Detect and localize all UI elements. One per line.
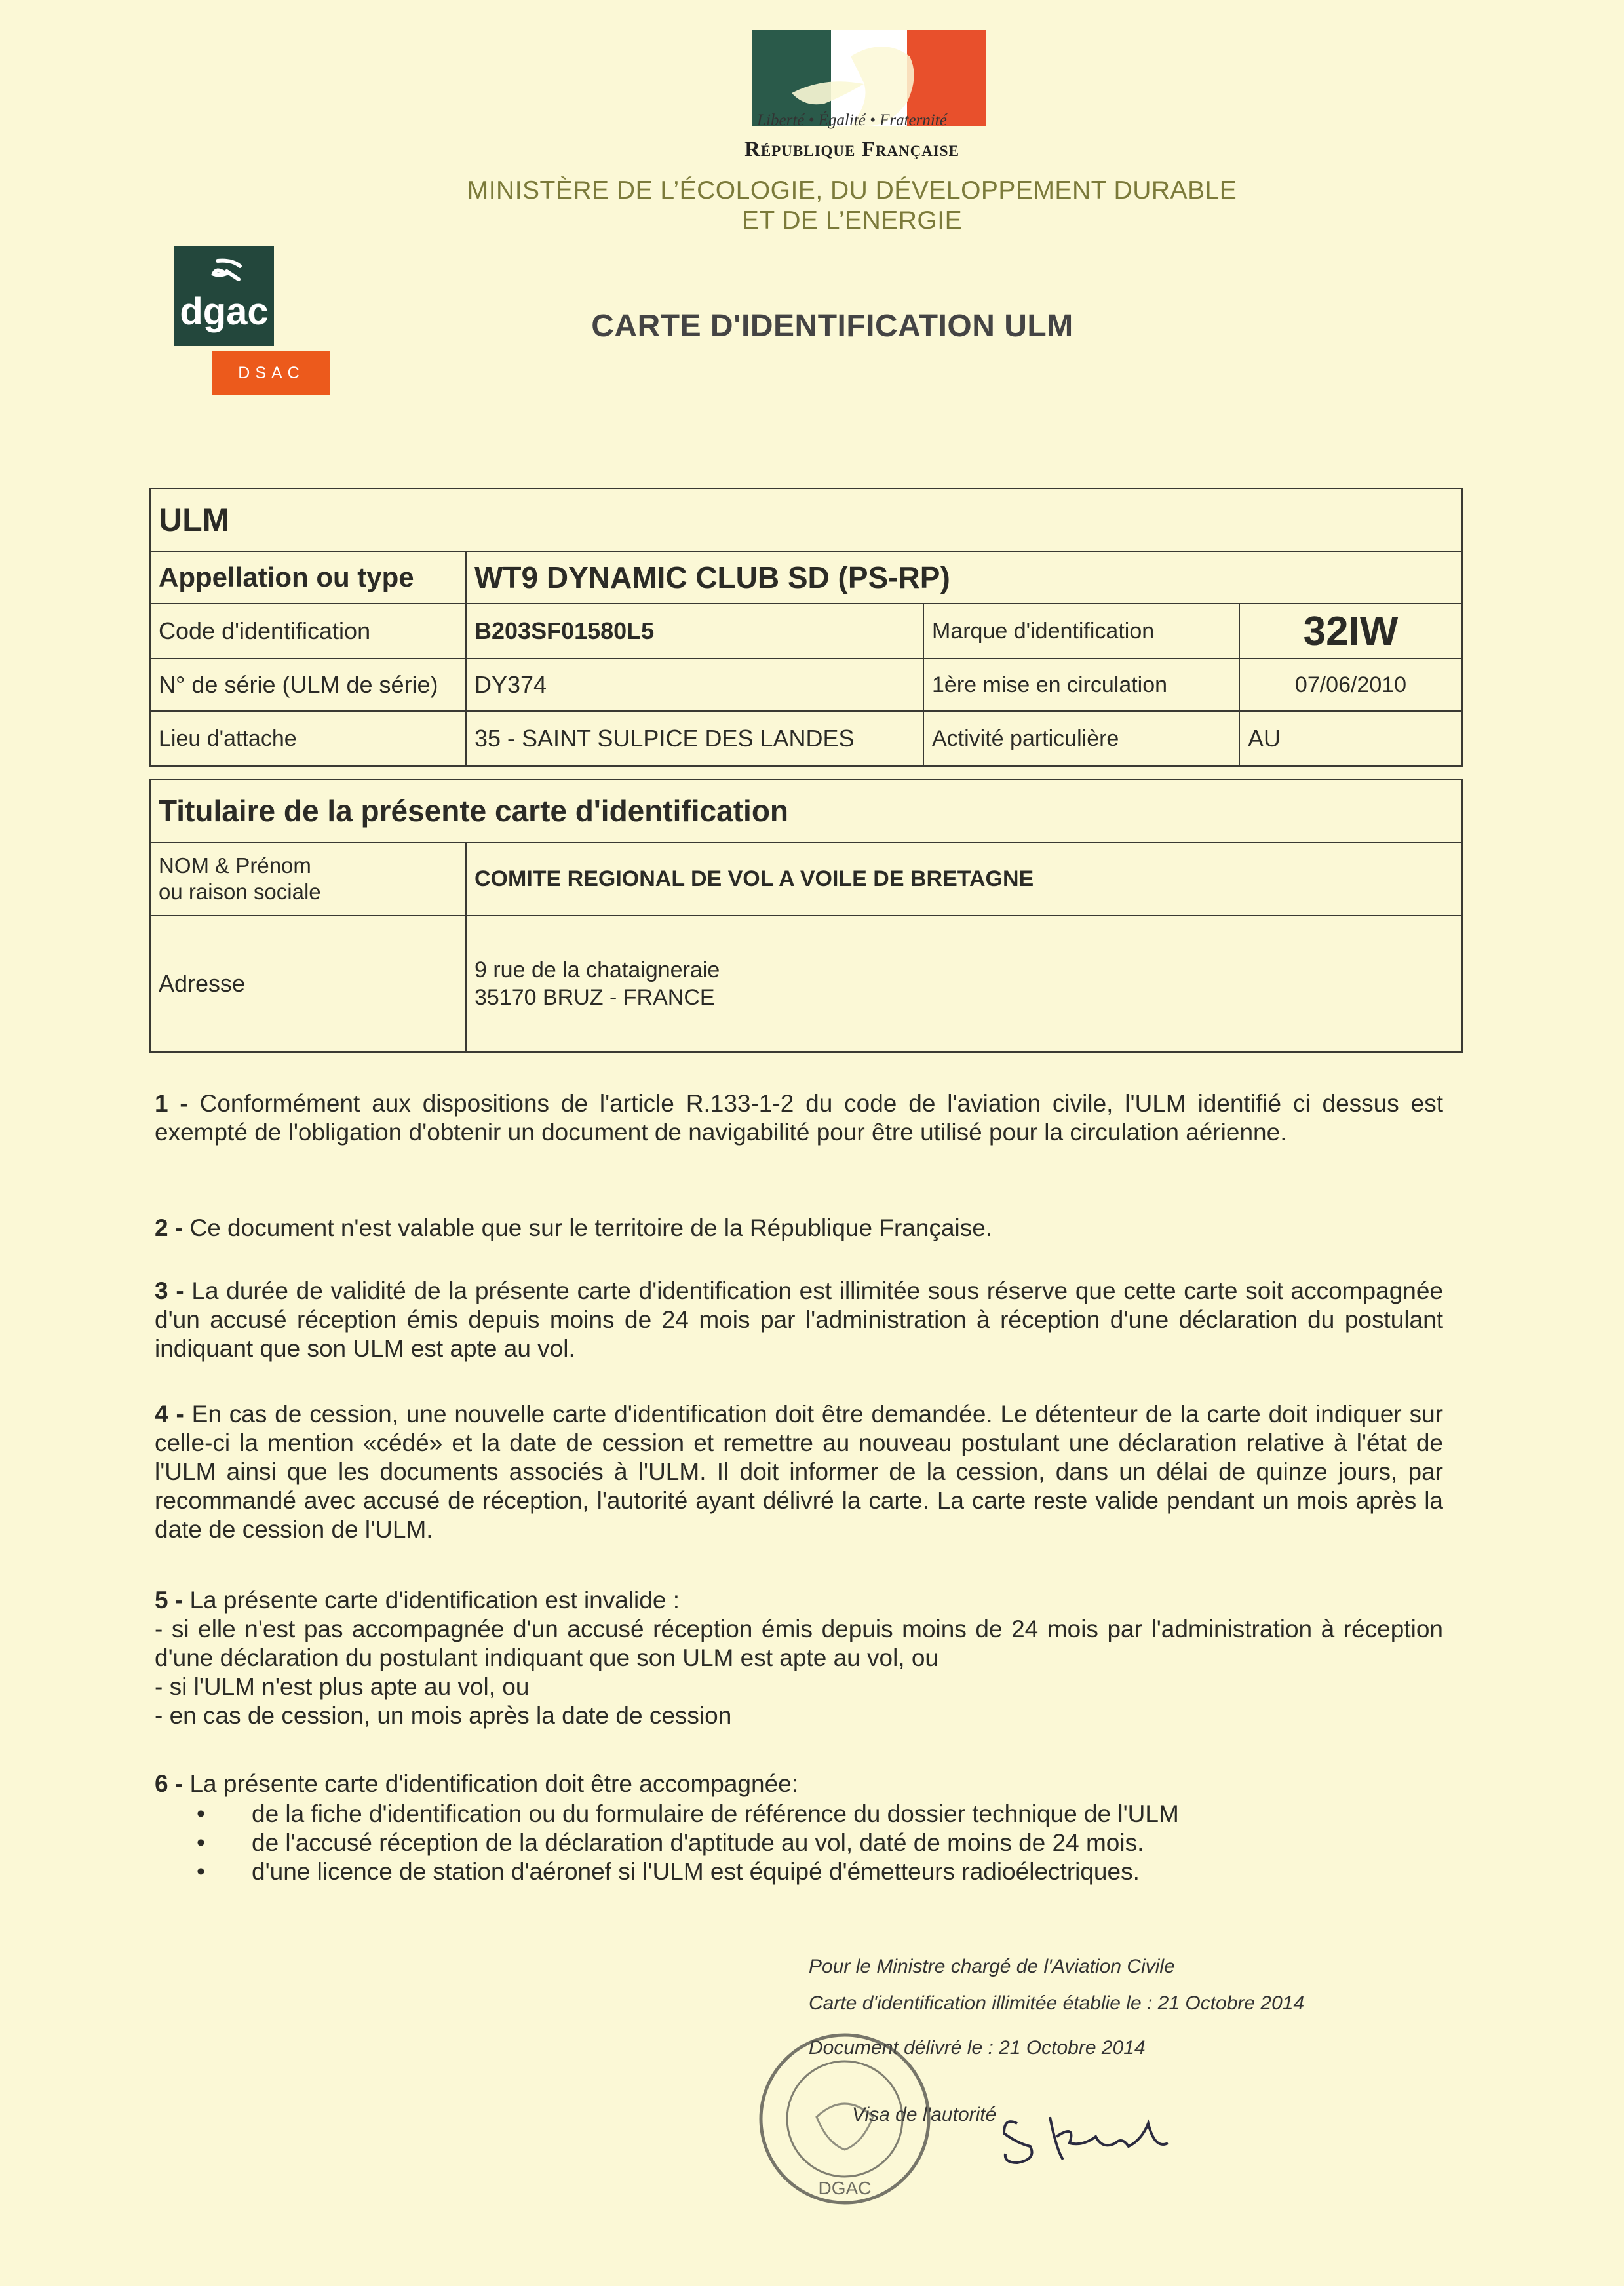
clause-5-line-3: - en cas de cession, un mois après la date de cession (155, 1702, 732, 1729)
bullet-icon: • (197, 1800, 205, 1827)
ulm-heading: ULM (151, 489, 1461, 552)
signature-line-3: Document délivré le : 21 Octobre 2014 (809, 2037, 1146, 2059)
dsac-label: DSAC (212, 351, 330, 395)
circulation-value: 07/06/2010 (1240, 659, 1461, 712)
clause-5-line-2: - si l'ULM n'est plus apte au vol, ou (155, 1673, 530, 1700)
holder-name-label-line-2: ou raison sociale (159, 880, 321, 904)
activite-label: Activité particulière (924, 712, 1240, 765)
stamp-text: DGAC (818, 2178, 872, 2198)
clause-1 (155, 1089, 1443, 1147)
clause-6-list (197, 1800, 1179, 1886)
clause-4-text: En cas de cession, une nouvelle carte d'identification doit être demandée. Le détenteur de la carte doit indiquer sur celle-ci la mention «cédé» et la date de cession et remettre au nouveau postulant une déclaration relative à l'état de l'ULM ainsi que les documents associés à l'ULM. Il doit informer de la cession, dans un délai de quinze jours, par recommandé avec accusé de réception, l'autorité ayant délivré la carte. La carte reste valide pendant un mois après la date de cession de l'ULM. (155, 1401, 1443, 1543)
clause-6-bullet-1: de la fiche d'identification ou du formulaire de référence du dossier technique de l'ULM (252, 1800, 1179, 1827)
code-value: B203SF01580L5 (467, 604, 924, 659)
address-label: Adresse (151, 916, 467, 1051)
holder-heading: Titulaire de la présente carte d'identification (151, 780, 1461, 843)
code-label: Code d'identification (151, 604, 467, 659)
republic-name: République Française (744, 138, 959, 161)
clause-6-intro: La présente carte d'identification doit être accompagnée: (189, 1770, 799, 1797)
holder-name-label (151, 843, 467, 916)
clause-3-text: La durée de validité de la présente carte d'identification est illimitée sous réserve que cette carte soit accompagnée d'un accusé réception émis depuis moins de 24 mois par l'administration à réception d'une déclaration du postulant indiquant que son ULM est apte au vol. (155, 1277, 1444, 1362)
holder-name-label-line-1: NOM & Prénom (159, 853, 311, 878)
dgac-logo (174, 246, 274, 346)
clause-6 (155, 1770, 1443, 1798)
clause-5 (155, 1586, 1443, 1730)
clause-2 (155, 1214, 1443, 1243)
bullet-icon: • (197, 1829, 205, 1856)
list-item (197, 1800, 1179, 1829)
ministry-line-1: MINISTÈRE DE L’ÉCOLOGIE, DU DÉVELOPPEMENT DURABLE (467, 176, 1237, 204)
holder-table (149, 779, 1463, 1053)
marque-value: 32IW (1240, 604, 1461, 659)
clause-6-bullet-3: d'une licence de station d'aéronef si l'ULM est équipé d'émetteurs radioélectriques. (252, 1858, 1140, 1885)
official-stamp (751, 2025, 938, 2213)
clause-3-number: 3 - (155, 1277, 184, 1304)
lieu-label: Lieu d'attache (151, 712, 467, 765)
clause-6-bullet-2: de l'accusé réception de la déclaration d'aptitude au vol, daté de moins de 24 mois. (252, 1829, 1144, 1856)
clause-5-number: 5 - (155, 1587, 184, 1614)
serie-label: N° de série (ULM de série) (151, 659, 467, 712)
marque-label: Marque d'identification (924, 604, 1240, 659)
clause-1-number: 1 - (155, 1090, 188, 1117)
signature-line-4: Visa de l'autorité (852, 2104, 997, 2125)
activite-value: AU (1248, 725, 1281, 752)
clause-4 (155, 1400, 1443, 1544)
address-value (467, 916, 1461, 1051)
clause-6-number: 6 - (155, 1770, 184, 1797)
clause-2-number: 2 - (155, 1214, 184, 1241)
address-line-1: 9 rue de la chataigneraie (474, 958, 720, 982)
list-item (197, 1857, 1179, 1886)
bullet-icon: • (197, 1858, 205, 1885)
ulm-table (149, 488, 1463, 767)
serie-value: DY374 (467, 659, 924, 712)
ministry-name (419, 176, 1285, 236)
republic-motto: Liberté • Égalité • Fraternité (757, 111, 947, 129)
clause-4-number: 4 - (155, 1401, 184, 1427)
signature-line-2: Carte d'identification illimitée établie le : 21 Octobre 2014 (809, 1992, 1305, 2014)
circulation-label: 1ère mise en circulation (924, 659, 1240, 712)
handwritten-signature (991, 2097, 1240, 2169)
dgac-logo-text: dgac (180, 290, 269, 333)
clause-5-line-1: - si elle n'est pas accompagnée d'un accusé réception émis depuis moins de 24 mois par l'administration à réception d'une déclaration du postulant indiquant que son ULM est apte au vol, ou (155, 1616, 1443, 1671)
lieu-value: 35 - SAINT SULPICE DES LANDES (467, 712, 924, 765)
appellation-label: Appellation ou type (151, 552, 467, 604)
clause-1-text: Conformément aux dispositions de l'article R.133-1-2 du code de l'aviation civile, l'ULM identifié ci dessus est exempté de l'obligation d'obtenir un document de navigabilité pour être utilisé pour la circulation aérienne. (155, 1090, 1443, 1146)
document-title: CARTE D'IDENTIFICATION ULM (591, 309, 1073, 343)
clause-5-intro: La présente carte d'identification est invalide : (189, 1587, 680, 1614)
address-line-2: 35170 BRUZ - FRANCE (474, 985, 715, 1010)
signature-line-1: Pour le Ministre chargé de l'Aviation Civile (809, 1956, 1175, 1977)
list-item (197, 1829, 1179, 1857)
clause-2-text: Ce document n'est valable que sur le territoire de la République Française. (189, 1214, 993, 1241)
ministry-line-2: ET DE L’ENERGIE (741, 206, 963, 235)
clause-3 (155, 1277, 1443, 1363)
holder-name-value: COMITE REGIONAL DE VOL A VOILE DE BRETAGNE (467, 843, 1461, 916)
appellation-value: WT9 DYNAMIC CLUB SD (PS-RP) (467, 552, 1461, 604)
